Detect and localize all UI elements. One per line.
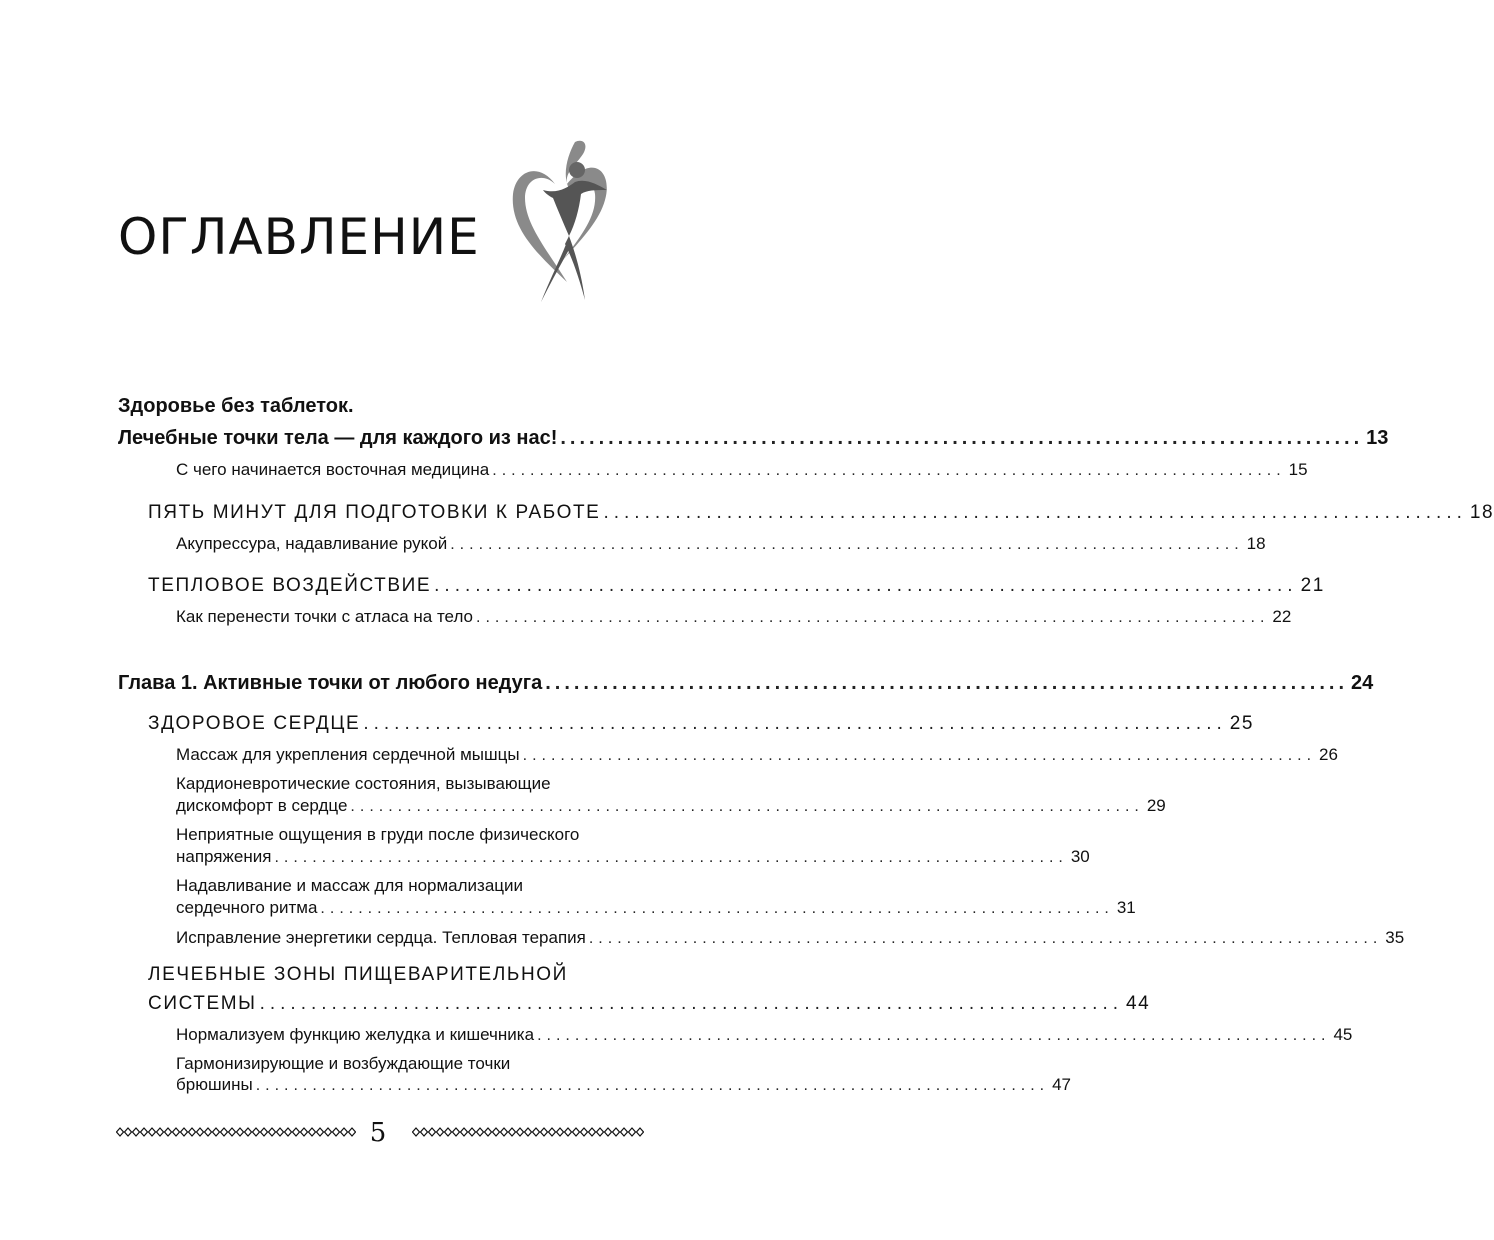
entry-title: напряжения — [176, 847, 272, 866]
toc-entry[interactable] — [176, 928, 1405, 948]
entry-title-first-line: Гармонизирующие и возбуждающие точки — [176, 1054, 511, 1073]
toc-section[interactable] — [148, 575, 1325, 597]
entry-page: 13 — [1366, 427, 1389, 449]
entry-title: брюшины — [176, 1075, 253, 1094]
page-title: ОГЛАВЛЕНИЕ — [118, 208, 480, 266]
diamond-chain-ornament-right — [412, 1126, 644, 1138]
dot-leader: .................................................................................... — [603, 502, 1467, 523]
toc-entry[interactable] — [118, 427, 1389, 450]
dot-leader: .................................................................................... — [476, 609, 1270, 626]
entry-title: Лечебные точки тела — для каждого из нас! — [118, 427, 558, 449]
toc-entry[interactable] — [176, 745, 1338, 765]
entry-title-first-line: Кардионевротические состояния, вызывающие — [176, 774, 551, 793]
diamond-chain-ornament-left — [116, 1126, 356, 1138]
entry-page: 45 — [1333, 1025, 1353, 1044]
entry-page: 18 — [1246, 534, 1266, 553]
toc-entry[interactable] — [176, 534, 1266, 554]
dot-leader: .................................................................................... — [255, 1077, 1050, 1094]
entry-page: 24 — [1351, 672, 1374, 694]
toc-entry[interactable] — [176, 847, 1090, 867]
toc-section[interactable] — [148, 713, 1255, 735]
entry-page: 30 — [1070, 847, 1090, 866]
entry-title: Исправление энергетики сердца. Тепловая терапия — [176, 928, 586, 947]
entry-title: Массаж для укрепления сердечной мышцы — [176, 745, 520, 764]
entry-page: 21 — [1300, 575, 1325, 596]
dot-leader: .................................................................................... — [522, 747, 1317, 764]
section-title-first-line: ЛЕЧЕБНЫЕ ЗОНЫ ПИЩЕВАРИТЕЛЬНОЙ — [148, 964, 568, 985]
toc-entry[interactable] — [176, 898, 1136, 918]
dot-leader: .................................................................................... — [274, 849, 1068, 866]
entry-title-first-line: Неприятные ощущения в груди после физического — [176, 825, 580, 844]
entry-title: Нормализуем функцию желудка и кишечника — [176, 1025, 535, 1044]
section-title: ПЯТЬ МИНУТ ДЛЯ ПОДГОТОВКИ К РАБОТЕ — [148, 502, 601, 523]
entry-page: 44 — [1126, 993, 1151, 1014]
section-title: СИСТЕМЫ — [148, 993, 257, 1014]
toc-section[interactable] — [148, 502, 1494, 524]
entry-title: Акупрессура, надавливание рукой — [176, 534, 448, 553]
toc-entry[interactable] — [176, 460, 1308, 480]
dot-leader: .................................................................................... — [350, 798, 1144, 815]
intro-title-line: Здоровье без таблеток. — [118, 395, 354, 417]
section-title: ЗДОРОВОЕ СЕРДЦЕ — [148, 713, 361, 734]
dot-leader: .................................................................................... — [588, 930, 1383, 947]
entry-page: 15 — [1288, 460, 1308, 479]
entry-title: сердечного ритма — [176, 898, 318, 917]
dot-leader: .................................................................................... — [363, 713, 1227, 734]
entry-page: 35 — [1385, 928, 1405, 947]
chapter-title: Глава 1. Активные точки от любого недуга — [118, 672, 543, 694]
dot-leader: .................................................................................... — [320, 900, 1114, 917]
entry-page: 31 — [1116, 898, 1136, 917]
heart-figure-logo-icon — [505, 132, 615, 308]
toc-section[interactable] — [148, 993, 1151, 1015]
toc-entry[interactable] — [176, 1075, 1072, 1095]
toc-chapter[interactable] — [118, 672, 1374, 695]
dot-leader: .................................................................................... — [492, 462, 1286, 479]
entry-title: Как перенести точки с атласа на тело — [176, 607, 474, 626]
entry-title-first-line: Надавливание и массаж для нормализации — [176, 876, 524, 895]
section-title: ТЕПЛОВОЕ ВОЗДЕЙСТВИЕ — [148, 575, 432, 596]
dot-leader: .................................................................................... — [560, 427, 1364, 449]
entry-page: 25 — [1229, 713, 1255, 734]
entry-page: 18 — [1469, 502, 1494, 523]
dot-leader: .................................................................................... — [259, 993, 1124, 1014]
page-number: 5 — [369, 1118, 387, 1148]
toc-entry[interactable] — [176, 796, 1166, 816]
entry-page: 22 — [1272, 607, 1292, 626]
entry-title: С чего начинается восточная медицина — [176, 460, 490, 479]
entry-page: 47 — [1052, 1075, 1072, 1094]
dot-leader: .................................................................................... — [450, 536, 1244, 553]
dot-leader: .................................................................................... — [537, 1027, 1331, 1044]
dot-leader: .................................................................................... — [434, 575, 1298, 596]
toc-entry[interactable] — [176, 607, 1292, 627]
entry-page: 29 — [1146, 796, 1166, 815]
entry-title: дискомфорт в сердце — [176, 796, 348, 815]
dot-leader: .................................................................................... — [545, 672, 1349, 694]
entry-page: 26 — [1319, 745, 1338, 764]
toc-entry[interactable] — [176, 1025, 1353, 1045]
